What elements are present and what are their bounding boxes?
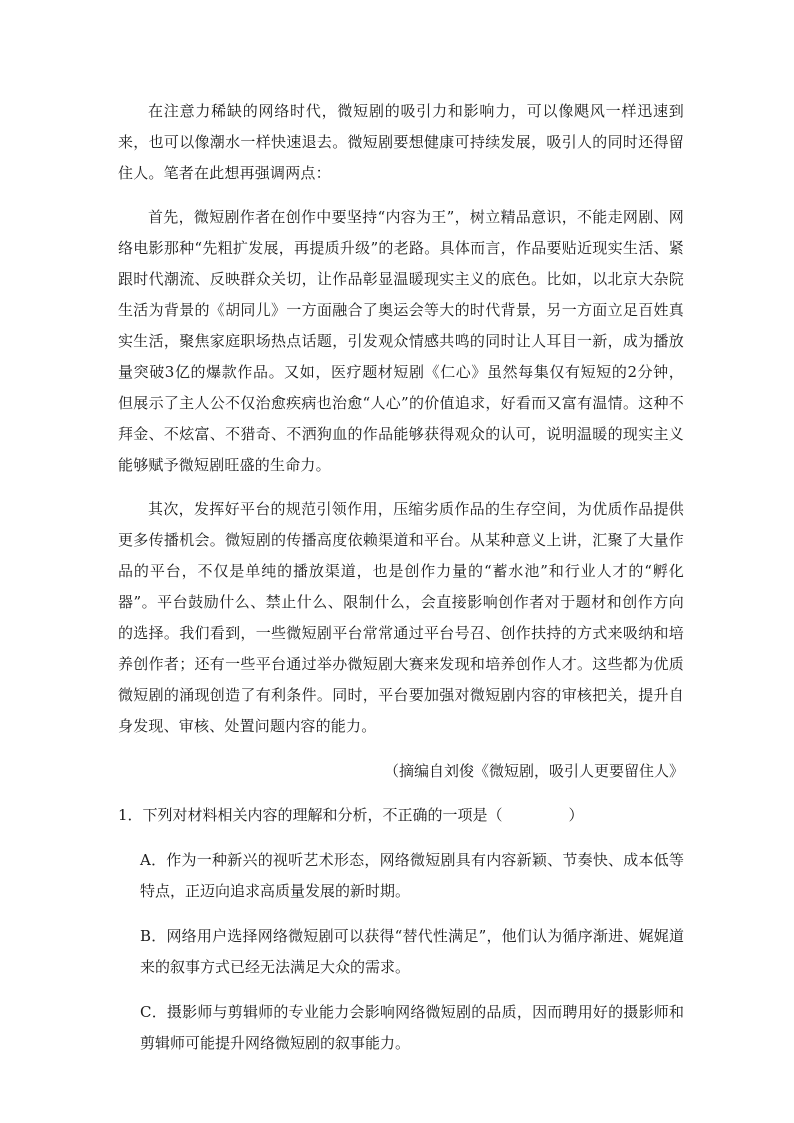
passage-paragraph-2: 首先，微短剧作者在创作中要坚持“内容为王”，树立精品意识，不能走网剧、网络电影那种“先粗扩发展，再提质升级”的老路。具体而言，作品要贴近现实生活、紧跟时代潮流、反映群众关切，让作品彰显温暖现实主义的底色。比如，以北京大杂院生活为背景的《胡同儿》一方面融合了奥运会等大的时代背景，另一方面立足百姓真实生活，聚焦家庭职场热点话题，引发观众情感共鸣的同时让人耳目一新，成为播放量突破3亿的爆款作品。又如，医疗题材短剧《仁心》虽然每集仅有短短的2分钟，但展示了主人公不仅治愈疾病也治愈“人心”的价值追求，好看而又富有温情。这种不拜金、不炫富、不猎奇、不洒狗血的作品能够获得观众的认可，说明温暖的现实主义能够赋予微短剧旺盛的生命力。: [118, 208, 684, 474]
option-c: C．摄影师与剪辑师的专业能力会影响网络微短剧的品质，因而聘用好的摄影师和剪辑师可能提升网络微短剧的叙事能力。: [140, 1003, 684, 1052]
question-stem: [118, 800, 684, 830]
document-page: [118, 96, 684, 1073]
option-b: B．网络用户选择网络微短剧可以获得“替代性满足”，他们认为循序渐进、娓娓道来的叙事方式已经无法满足大众的需求。: [140, 927, 684, 976]
option-a: A．作为一种新兴的视听艺术形态，网络微短剧具有内容新颖、节奏快、成本低等特点，正迈向追求高质量发展的新时期。: [140, 851, 684, 900]
question-stem-text: 1．下列对材料相关内容的理解和分析，不正确的一项是（: [118, 806, 503, 824]
passage-paragraph-3: 其次，发挥好平台的规范引领作用，压缩劣质作品的生存空间，为优质作品提供更多传播机会。微短剧的传播高度依赖渠道和平台。从某种意义上讲，汇聚了大量作品的平台，不仅是单纯的播放渠道，也是创作力量的“蓄水池”和行业人才的“孵化器”。平台鼓励什么、禁止什么、限制什么，会直接影响创作者对于题材和创作方向的选择。我们看到，一些微短剧平台常常通过平台号召、创作扶持的方式来吸纳和培养创作者；还有一些平台通过举办微短剧大赛来发现和培养创作人才。这些都为优质微短剧的涌现创造了有利条件。同时，平台要加强对微短剧内容的审核把关，提升自身发现、审核、处置问题内容的能力。: [118, 500, 684, 735]
passage-paragraph-1: 在注意力稀缺的网络时代，微短剧的吸引力和影响力，可以像飓风一样迅速到来，也可以像潮水一样快速退去。微短剧要想健康可持续发展，吸引人的同时还得留住人。笔者在此想再强调两点：: [118, 102, 684, 182]
question-stem-close: ）: [568, 806, 584, 824]
passage-source: （摘编自刘俊《微短剧，吸引人更要留住人》: [383, 762, 684, 780]
